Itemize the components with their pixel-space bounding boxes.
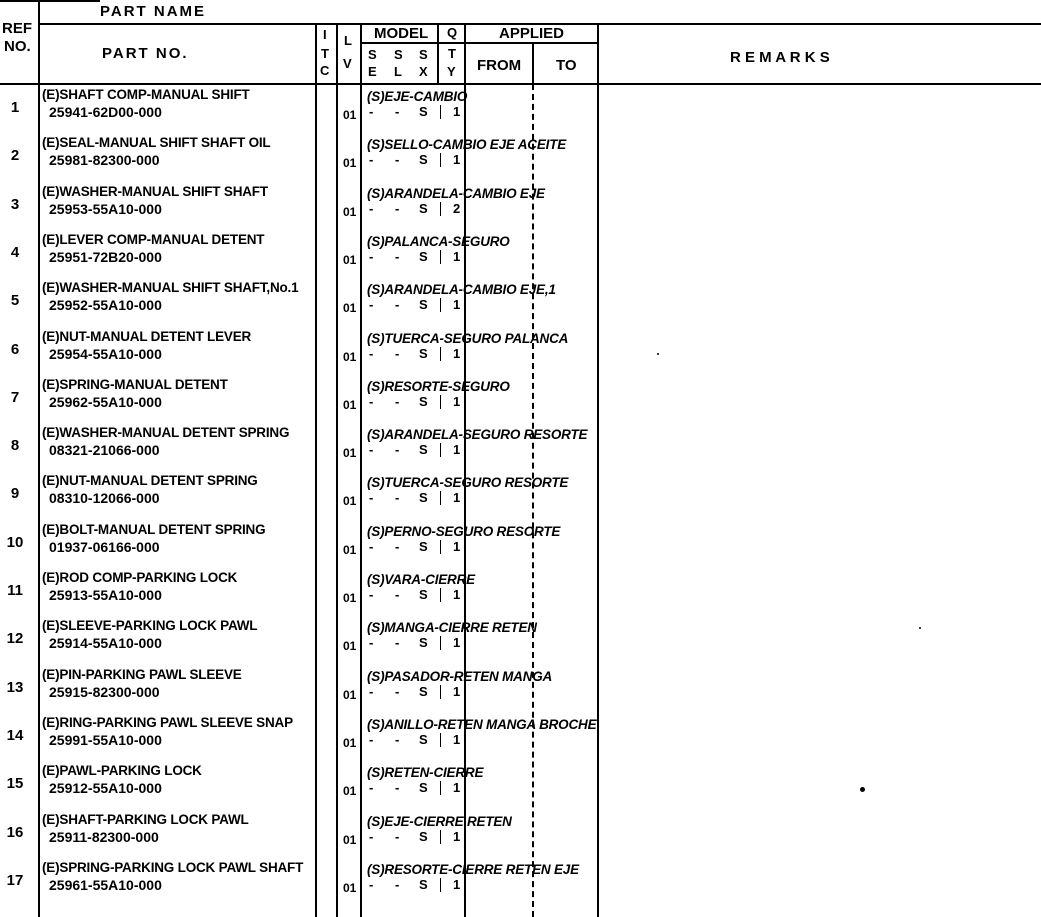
part-name: (E)RING-PARKING PAWL SLEEVE SNAP: [42, 715, 293, 730]
model-sl: -: [395, 394, 400, 409]
part-number: 25953-55A10-000: [49, 201, 162, 217]
level: 01: [343, 784, 357, 798]
level: 01: [343, 350, 357, 364]
part-name: (E)NUT-MANUAL DETENT SPRING: [42, 473, 258, 488]
model-se: -: [369, 249, 374, 264]
model-sl: -: [395, 201, 400, 216]
level: 01: [343, 494, 357, 508]
part-name: (E)WASHER-MANUAL SHIFT SHAFT,No.1: [42, 280, 299, 295]
model-se: -: [369, 442, 374, 457]
ref-number: 1: [10, 99, 20, 116]
applied-header: APPLIED: [499, 25, 565, 42]
part-name: (E)SHAFT COMP-MANUAL SHIFT: [42, 87, 250, 102]
part-number: 25911-82300-000: [49, 829, 159, 845]
qty-tick: [440, 878, 441, 892]
quantity: 1: [453, 442, 461, 457]
model-sx: S: [419, 684, 428, 699]
quantity: 1: [453, 877, 461, 892]
model-sl: -: [395, 346, 400, 361]
itc-right-divider: [336, 23, 338, 917]
ref-number: 14: [6, 727, 24, 744]
level: 01: [343, 591, 357, 605]
part-number: 25914-55A10-000: [49, 635, 162, 651]
from-to-dashed-divider: [532, 84, 534, 917]
quantity: 2: [453, 201, 461, 216]
model-se: -: [369, 635, 374, 650]
model-sl: -: [395, 732, 400, 747]
part-name: (E)PIN-PARKING PAWL SLEEVE: [42, 667, 242, 682]
qty-right-divider: [464, 23, 466, 917]
qty-tick: [440, 781, 441, 795]
part-no-header: PART NO.: [102, 45, 189, 62]
model-sx: S: [419, 732, 428, 747]
model-se: -: [369, 877, 374, 892]
part-name: (E)BOLT-MANUAL DETENT SPRING: [42, 522, 266, 537]
ref-number: 11: [7, 582, 23, 599]
quantity: 1: [453, 539, 461, 554]
part-number: 25951-72B20-000: [49, 249, 162, 265]
model-sx: S: [419, 539, 428, 554]
spanish-name: (S)ARANDELA-CAMBIO EJE: [367, 186, 545, 201]
part-number: 25915-82300-000: [49, 684, 160, 700]
spanish-name: (S)PALANCA-SEGURO: [367, 234, 510, 249]
qty-tick: [440, 443, 441, 457]
model-sl: -: [395, 587, 400, 602]
model-sl: -: [395, 152, 400, 167]
ref-header-line1: REF: [2, 20, 32, 37]
level: 01: [343, 205, 357, 219]
level: 01: [343, 301, 357, 315]
ref-number: 15: [6, 775, 24, 792]
model-right-divider: [437, 23, 439, 84]
quantity: 1: [453, 346, 461, 361]
spanish-name: (S)EJE-CAMBIO: [367, 89, 468, 104]
level: 01: [343, 398, 357, 412]
ref-number: 13: [6, 679, 24, 696]
model-se: -: [369, 297, 374, 312]
spanish-name: (S)RESORTE-SEGURO: [367, 379, 510, 394]
model-se: -: [369, 732, 374, 747]
model-sx: S: [419, 587, 428, 602]
model-se: -: [369, 346, 374, 361]
part-number: 08310-12066-000: [49, 490, 160, 506]
model-sl: -: [395, 829, 400, 844]
spanish-name: (S)ANILLO-RETEN MANGA BROCHE: [367, 717, 597, 732]
quantity: 1: [453, 490, 461, 505]
part-number: 25954-55A10-000: [49, 346, 162, 362]
qty-header-t: T: [448, 46, 456, 61]
spanish-name: (S)EJE-CIERRE RETEN: [367, 814, 512, 829]
model-se: -: [369, 780, 374, 795]
part-name: (E)LEVER COMP-MANUAL DETENT: [42, 232, 265, 247]
part-name: (E)SLEEVE-PARKING LOCK PAWL: [42, 618, 258, 633]
model-sx: S: [419, 877, 428, 892]
spanish-name: (S)RETEN-CIERRE: [367, 765, 484, 780]
model-sl-top: S: [394, 47, 403, 62]
ref-number: 8: [10, 437, 20, 454]
spanish-name: (S)MANGA-CIERRE RETEN: [367, 620, 537, 635]
model-sx: S: [419, 829, 428, 844]
spanish-name: (S)TUERCA-SEGURO PALANCA: [367, 331, 569, 346]
model-sl-bottom: L: [394, 64, 402, 79]
level: 01: [343, 156, 357, 170]
qty-tick: [440, 250, 441, 264]
model-sx: S: [419, 780, 428, 795]
spanish-name: (S)VARA-CIERRE: [367, 572, 475, 587]
qty-tick: [440, 685, 441, 699]
qty-tick: [440, 733, 441, 747]
model-header: MODEL: [374, 25, 429, 42]
level: 01: [343, 833, 357, 847]
applied-from-header: FROM: [477, 57, 522, 74]
level: 01: [343, 688, 357, 702]
qty-tick: [440, 202, 441, 216]
spanish-name: (S)PERNO-SEGURO RESORTE: [367, 524, 561, 539]
model-se: -: [369, 539, 374, 554]
part-number: 25912-55A10-000: [49, 780, 162, 796]
part-name: (E)ROD COMP-PARKING LOCK: [42, 570, 238, 585]
model-sx: S: [419, 442, 428, 457]
level: 01: [343, 543, 357, 557]
part-name: (E)WASHER-MANUAL SHIFT SHAFT: [42, 184, 268, 199]
model-se: -: [369, 684, 374, 699]
model-se: -: [369, 201, 374, 216]
qty-tick: [440, 491, 441, 505]
ref-number: 17: [6, 872, 24, 889]
model-sl: -: [395, 780, 400, 795]
qty-tick: [440, 830, 441, 844]
remarks-header: R E M A R K S: [730, 49, 830, 66]
model-sx: S: [419, 490, 428, 505]
scan-speck: [919, 627, 921, 629]
part-number: 25913-55A10-000: [49, 587, 162, 603]
level: 01: [343, 881, 357, 895]
model-sl: -: [395, 684, 400, 699]
qty-tick: [440, 153, 441, 167]
model-sx: S: [419, 394, 428, 409]
level: 01: [343, 108, 357, 122]
model-sl: -: [395, 442, 400, 457]
model-se-top: S: [368, 47, 377, 62]
qty-tick: [440, 105, 441, 119]
model-se: -: [369, 587, 374, 602]
part-name: (E)WASHER-MANUAL DETENT SPRING: [42, 425, 290, 440]
part-number: 25981-82300-000: [49, 152, 160, 168]
spanish-name: (S)TUERCA-SEGURO RESORTE: [367, 475, 569, 490]
model-sl: -: [395, 877, 400, 892]
table-top-border: [0, 0, 100, 2]
qty-tick: [440, 588, 441, 602]
itc-header-c: C: [320, 63, 330, 78]
quantity: 1: [453, 732, 461, 747]
ref-number: 4: [10, 244, 20, 261]
part-name-header: PART NAME: [100, 3, 207, 20]
model-sl: -: [395, 104, 400, 119]
ref-number: 2: [10, 147, 20, 164]
ref-number: 16: [6, 824, 24, 841]
level: 01: [343, 253, 357, 267]
spanish-name: (S)ARANDELA-SEGURO RESORTE: [367, 427, 588, 442]
spanish-name: (S)RESORTE-CIERRE RETEN EJE: [367, 862, 579, 877]
spanish-name: (S)ARANDELA-CAMBIO EJE,1: [367, 282, 556, 297]
part-number: 25952-55A10-000: [49, 297, 162, 313]
model-sx: S: [419, 104, 428, 119]
model-sx-bottom: X: [419, 64, 428, 79]
lv-header-v: V: [343, 56, 352, 71]
quantity: 1: [453, 587, 461, 602]
quantity: 1: [453, 829, 461, 844]
header-bottom-border: [0, 83, 1041, 85]
spanish-name: (S)SELLO-CAMBIO EJE ACEITE: [367, 137, 567, 152]
part-name: (E)NUT-MANUAL DETENT LEVER: [42, 329, 252, 344]
quantity: 1: [453, 104, 461, 119]
model-sl: -: [395, 297, 400, 312]
scan-speck: [860, 787, 865, 792]
qty-tick: [440, 347, 441, 361]
itc-left-divider: [315, 23, 317, 917]
model-se: -: [369, 394, 374, 409]
quantity: 1: [453, 684, 461, 699]
quantity: 1: [453, 249, 461, 264]
model-sx: S: [419, 297, 428, 312]
part-number: 08321-21066-000: [49, 442, 160, 458]
model-sx: S: [419, 152, 428, 167]
quantity: 1: [453, 394, 461, 409]
model-sx: S: [419, 635, 428, 650]
ref-number: 7: [10, 389, 20, 406]
quantity: 1: [453, 635, 461, 650]
level: 01: [343, 446, 357, 460]
qty-tick: [440, 298, 441, 312]
model-sl: -: [395, 249, 400, 264]
ref-number: 12: [6, 630, 24, 647]
part-name: (E)SPRING-PARKING LOCK PAWL SHAFT: [42, 860, 304, 875]
ref-number: 5: [10, 292, 20, 309]
spanish-name: (S)PASADOR-RETEN MANGA: [367, 669, 553, 684]
itc-header-i: I: [323, 27, 327, 42]
ref-number: 6: [10, 341, 20, 358]
applied-right-divider: [597, 23, 599, 917]
ref-column-divider: [38, 0, 40, 917]
model-se: -: [369, 104, 374, 119]
level: 01: [343, 736, 357, 750]
quantity: 1: [453, 297, 461, 312]
part-number: 25962-55A10-000: [49, 394, 162, 410]
part-number: 25961-55A10-000: [49, 877, 162, 893]
model-sl: -: [395, 635, 400, 650]
ref-number: 3: [10, 196, 20, 213]
qty-tick: [440, 540, 441, 554]
model-sx: S: [419, 346, 428, 361]
lv-header-l: L: [344, 33, 352, 48]
model-se: -: [369, 490, 374, 505]
scan-speck: [657, 353, 659, 355]
part-name: (E)SHAFT-PARKING LOCK PAWL: [42, 812, 249, 827]
model-se-bottom: E: [368, 64, 377, 79]
level: 01: [343, 639, 357, 653]
ref-number: 10: [6, 534, 24, 551]
qty-header-y: Y: [447, 64, 456, 79]
model-sl: -: [395, 539, 400, 554]
quantity: 1: [453, 780, 461, 795]
part-name: (E)SEAL-MANUAL SHIFT SHAFT OIL: [42, 135, 271, 150]
applied-to-header: TO: [556, 57, 577, 74]
model-sx-top: S: [419, 47, 428, 62]
model-sx: S: [419, 201, 428, 216]
part-name: (E)SPRING-MANUAL DETENT: [42, 377, 228, 392]
qty-tick: [440, 395, 441, 409]
model-sx: S: [419, 249, 428, 264]
quantity: 1: [453, 152, 461, 167]
ref-number: 9: [10, 485, 20, 502]
part-name: (E)PAWL-PARKING LOCK: [42, 763, 202, 778]
model-se: -: [369, 829, 374, 844]
from-to-divider: [532, 42, 534, 84]
part-number: 25941-62D00-000: [49, 104, 162, 120]
lv-right-divider: [360, 23, 362, 917]
itc-header-t: T: [321, 46, 329, 61]
qty-tick: [440, 636, 441, 650]
qty-header-q: Q: [447, 25, 458, 40]
ref-header-line2: NO.: [4, 38, 31, 55]
model-se: -: [369, 152, 374, 167]
part-number: 25991-55A10-000: [49, 732, 162, 748]
model-sl: -: [395, 490, 400, 505]
part-number: 01937-06166-000: [49, 539, 160, 555]
